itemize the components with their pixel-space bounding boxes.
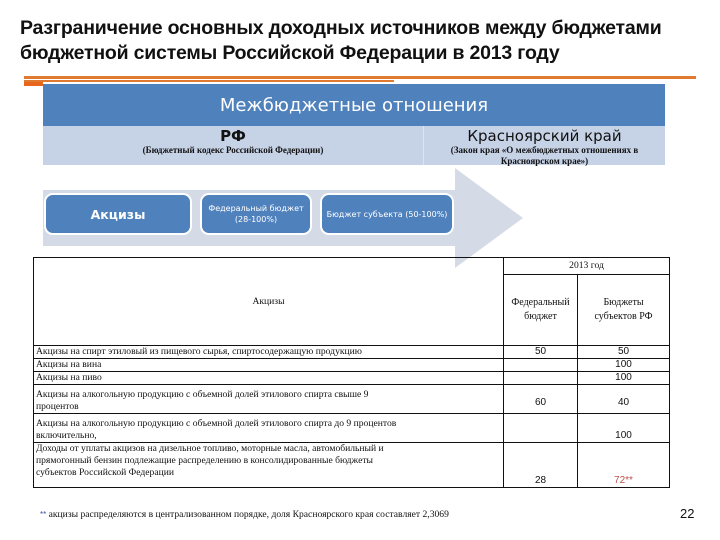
flow-federal-budget — [200, 193, 312, 235]
flow-federal-share: (28-100%) — [234, 215, 278, 224]
level-krasnoyarsk-name: Красноярский край — [467, 127, 622, 145]
footnote — [40, 509, 449, 520]
row-name: Акцизы на вина — [34, 359, 504, 372]
level-rf — [43, 126, 424, 165]
level-rf-source: (Бюджетный кодекс Российской Федерации) — [142, 145, 324, 155]
table-row — [34, 414, 670, 443]
band-title: Межбюджетные отношения — [43, 84, 665, 126]
row-subject: 72** — [578, 443, 670, 488]
flow-subject-label: Бюджет субъекта (50-100%) — [326, 209, 448, 219]
row-subject: 40 — [578, 385, 670, 414]
row-subject: 100 — [578, 372, 670, 385]
slide-title — [20, 16, 710, 66]
header-federal: Федеральный бюджет — [504, 275, 578, 346]
row-federal: 28 — [504, 443, 578, 488]
flow-subject-budget — [320, 193, 454, 235]
row-name: Доходы от уплаты акцизов на дизельное топливо, моторные масла, автомобильный и прямогонный бензин подлежащие распределению в консолидированные бюджеты субъектов Российской Федерации — [34, 443, 504, 488]
footnote-text: акцизы распределяются в централизованном порядке, доля Красноярского края составляет 2,3069 — [46, 509, 449, 520]
row-federal — [504, 359, 578, 372]
level-krasnoyarsk — [424, 126, 665, 165]
title-line-1: Разграничение основных доходных источников между бюджетами — [20, 17, 662, 39]
row-federal: 60 — [504, 385, 578, 414]
row-federal — [504, 372, 578, 385]
level-krasnoyarsk-source-1: (Закон края «О межбюджетных отношениях в — [450, 145, 639, 155]
flow-source-label: Акцизы — [90, 206, 146, 222]
row-subject: 50 — [578, 346, 670, 359]
table-row — [34, 359, 670, 372]
row-name: Акцизы на спирт этиловый из пищевого сырья, спиртосодержащую продукцию — [34, 346, 504, 359]
row-subject: 100 — [578, 359, 670, 372]
row-federal — [504, 414, 578, 443]
page-number: 22 — [680, 506, 695, 521]
table-row — [34, 443, 670, 488]
accent-rule-tab — [24, 82, 43, 86]
header-subjects: Бюджеты субъектов РФ — [578, 275, 670, 346]
row-name: Акцизы на алкогольную продукцию с объемной долей этилового спирта до 9 процентов включительно, — [34, 414, 504, 443]
table-row — [34, 372, 670, 385]
band-levels — [43, 126, 665, 165]
row-name: Акцизы на пиво — [34, 372, 504, 385]
table-header-row — [34, 258, 670, 275]
header-year: 2013 год — [504, 258, 670, 275]
table-row — [34, 346, 670, 359]
accent-rule-long — [24, 76, 696, 79]
flow-source-excise — [44, 193, 192, 235]
row-subject: 100 — [578, 414, 670, 443]
level-rf-name: РФ — [220, 127, 246, 145]
title-line-2: бюджетной системы Российской Федерации в 2013 году — [20, 42, 560, 64]
accent-rule-short — [24, 80, 394, 82]
level-krasnoyarsk-source-2: Красноярском крае») — [500, 156, 589, 166]
row-name: Акцизы на алкогольную продукцию с объемной долей этилового спирта свыше 9 процентов — [34, 385, 504, 414]
header-excise: Акцизы — [34, 258, 504, 346]
table-row — [34, 385, 670, 414]
row-federal: 50 — [504, 346, 578, 359]
footnote-marker: ** — [40, 510, 47, 519]
flow-federal-label: Федеральный бюджет — [208, 204, 304, 213]
excise-distribution-table — [33, 257, 670, 488]
